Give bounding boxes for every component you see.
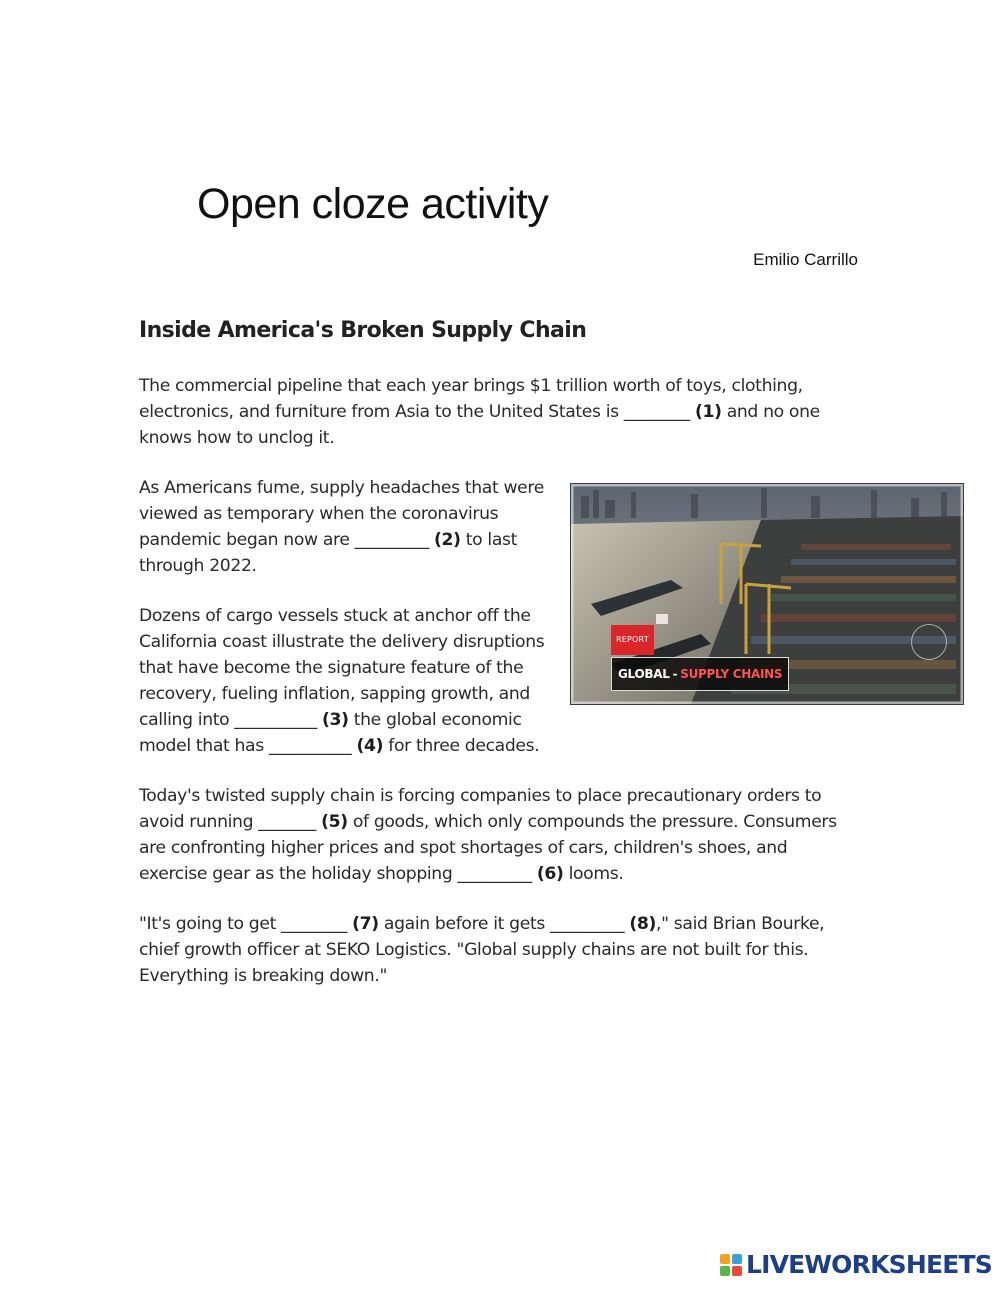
- gap-marker-8: (8): [629, 914, 657, 934]
- text-run: Today's twisted supply chain is forcing companies to place precautionary orders to avoid running _______: [139, 786, 822, 832]
- liveworksheets-logo[interactable]: [720, 1250, 992, 1279]
- gap-marker-1: (1): [694, 402, 722, 422]
- author-name: Emilio Carrillo: [753, 250, 858, 269]
- article-title: Inside America's Broken Supply Chain: [139, 318, 587, 343]
- badge-left: GLOBAL: [618, 667, 670, 681]
- text-run: looms.: [568, 864, 624, 884]
- text-run: of goods, which only compounds the pressure. Consumers are confronting higher prices and spot shortages of cars, children's shoes, and exercise gear as the holiday shopping _________: [139, 812, 837, 884]
- text-run: "It's going to get ________: [139, 914, 348, 934]
- gap-marker-6: (6): [536, 864, 564, 884]
- text-run: again before it gets _________: [383, 914, 625, 934]
- badge-right: SUPPLY CHAINS: [680, 667, 783, 681]
- text-run: The commercial pipeline that each year brings $1 trillion worth of toys, clothing, electronics, and furniture from Asia to the United States is ________: [139, 376, 803, 422]
- gap-marker-5: (5): [321, 812, 348, 832]
- report-label: REPORT: [611, 625, 654, 655]
- logo-tile: [720, 1266, 730, 1276]
- page-title: Open cloze activity: [197, 180, 549, 228]
- text-run: the global economic model that has __________: [139, 710, 522, 756]
- text-run: ," said Brian Bourke, chief growth officer at SEKO Logistics. "Global supply chains are not built for this. Everything is breaking down.": [139, 914, 825, 986]
- badge-title: [611, 657, 789, 691]
- logo-tile: [720, 1254, 730, 1264]
- paragraph-4: [139, 783, 859, 887]
- article-body: [139, 373, 859, 1013]
- paragraph-1: [139, 373, 859, 451]
- gap-marker-2: (2): [434, 530, 461, 550]
- logo-tile: [732, 1266, 742, 1276]
- logo-tile: [732, 1254, 742, 1264]
- badge-separator: -: [672, 667, 678, 681]
- gap-marker-7: (7): [352, 914, 379, 934]
- text-run: to last through 2022.: [139, 530, 518, 576]
- liveworksheets-logo-icon: [720, 1254, 742, 1276]
- paragraph-5: [139, 911, 859, 989]
- report-badge: [611, 624, 789, 691]
- gap-marker-4: (4): [356, 736, 384, 756]
- text-run: and no one knows how to unclog it.: [139, 402, 820, 448]
- text-run: As Americans fume, supply headaches that were viewed as temporary when the coronavirus pandemic began now are _________: [139, 478, 544, 550]
- text-run: Dozens of cargo vessels stuck at anchor off the California coast illustrate the delivery disruptions that have become the signature feature of the recovery, fueling inflation, sapping growth, and calling into __________: [139, 606, 545, 730]
- seal-icon: [911, 624, 947, 660]
- gap-marker-3: (3): [321, 710, 349, 730]
- liveworksheets-wordmark: LIVEWORKSHEETS: [745, 1250, 992, 1279]
- text-run: for three decades.: [388, 736, 540, 756]
- port-photo: [570, 483, 964, 705]
